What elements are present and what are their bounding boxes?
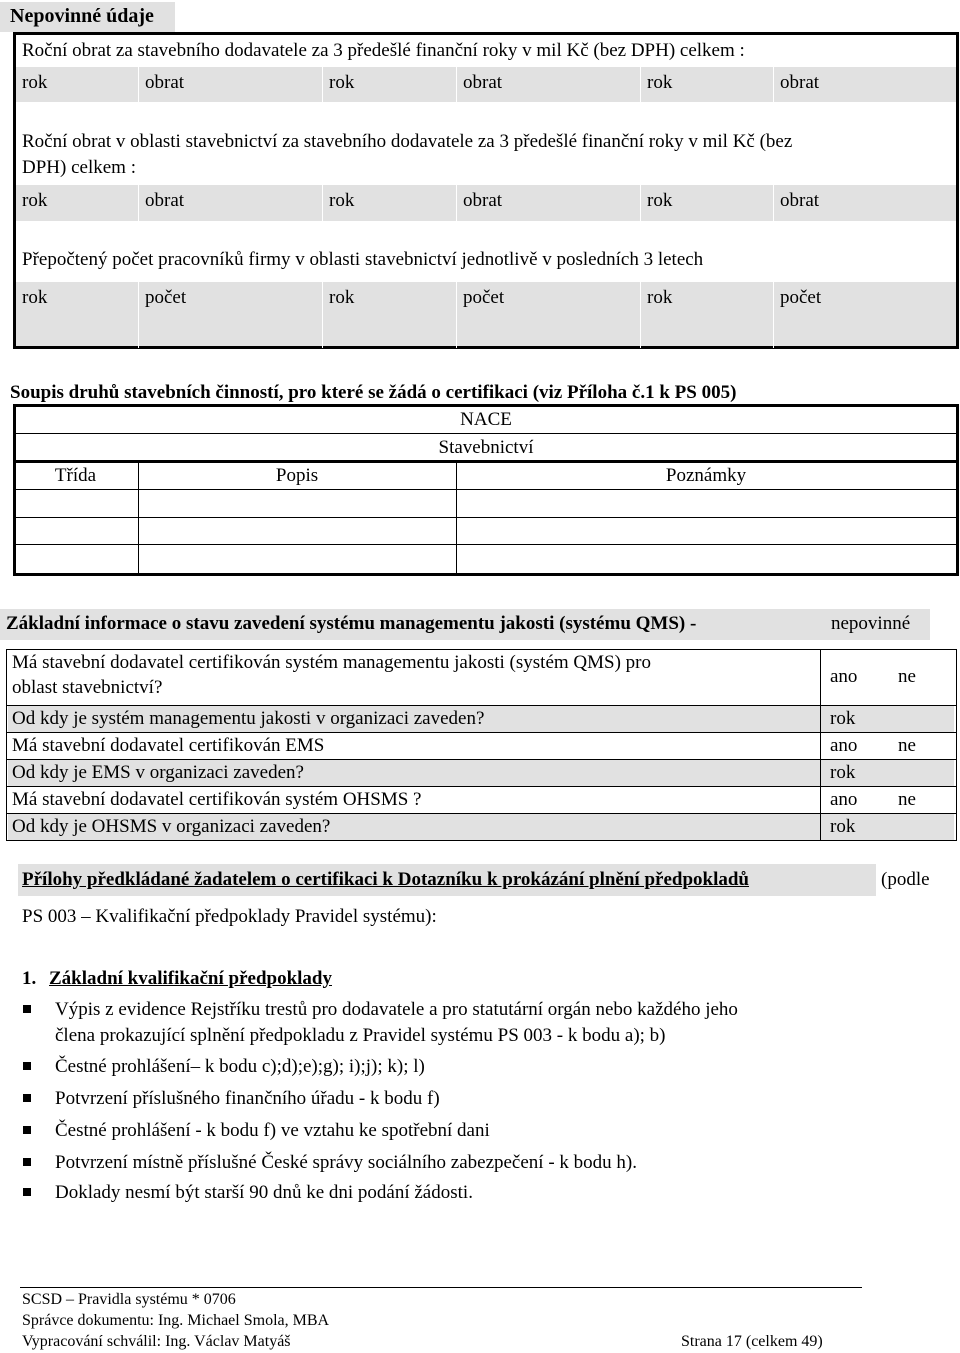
q5-no[interactable]: ne (898, 789, 916, 810)
list-item: Doklady nesmí být starší 90 dnů ke dni podání žádosti. (55, 1182, 473, 1203)
footer-line2: Správce dokumentu: Ing. Michael Smola, MBA (22, 1312, 330, 1329)
q1-label: Má stavební dodavatel certifikován systém managementu jakosti (systém QMS) pro (12, 652, 651, 673)
q1-yes[interactable]: ano (830, 666, 858, 687)
row1-cell: rok (329, 72, 355, 93)
q2-label: Od kdy je systém managementu jakosti v organizaci zaveden? (12, 708, 485, 729)
q5-label: Má stavební dodavatel certifikován systém OHSMS ? (12, 789, 422, 810)
divider (640, 185, 641, 221)
row2-cell: obrat (780, 190, 820, 211)
divider (322, 185, 323, 221)
list-item: Výpis z evidence Rejstříku trestů pro dodavatele a pro statutární orgán nebo každého jeho (55, 999, 738, 1020)
row3-cell: rok (22, 287, 48, 308)
row1-cell: obrat (780, 72, 820, 93)
table3-line (6, 813, 957, 814)
construction-turnover-label-2: DPH) celkem : (22, 157, 136, 178)
subheading: Základní kvalifikační předpoklady (49, 968, 332, 989)
header-top-line (13, 460, 959, 463)
list-item: Čestné prohlášení - k bodu f) ve vztahu ke spotřební dani (55, 1120, 490, 1141)
attachments-title-suffix: (podle (881, 869, 930, 890)
divider (456, 67, 457, 102)
q3-label: Má stavební dodavatel certifikován EMS (12, 735, 325, 756)
row1-cell: rok (647, 72, 673, 93)
divider (138, 282, 139, 348)
square-bullet-icon (23, 1188, 31, 1196)
row3-cell: počet (780, 287, 822, 308)
header-bottom-line (13, 489, 959, 490)
section2-title: Soupis druhů stavebních činností, pro které se žádá o certifikaci (viz Příloha č.1 k PS 005) (10, 382, 737, 403)
row-line (13, 517, 959, 518)
table2-top-border (13, 404, 959, 407)
list-item: Potvrzení místně příslušné České správy sociálního zabezpečení - k bodu h). (55, 1152, 637, 1173)
nace-label: NACE (460, 409, 512, 430)
header-popis: Popis (275, 465, 319, 486)
q6-value[interactable]: rok (830, 816, 856, 837)
footer-page-number: Strana 17 (celkem 49) (681, 1333, 823, 1350)
table1-top-border (13, 32, 959, 35)
row2-cell: rok (647, 190, 673, 211)
table3-bottom-border (6, 840, 957, 841)
square-bullet-icon (23, 1158, 31, 1166)
q5-yes[interactable]: ano (830, 789, 858, 810)
table3-line (6, 732, 957, 733)
q6-label: Od kdy je OHSMS v organizaci zaveden? (12, 816, 331, 837)
row3-cell: počet (463, 287, 505, 308)
square-bullet-icon (23, 1126, 31, 1134)
header-poznamky: Poznámky (665, 465, 747, 486)
divider (773, 67, 774, 102)
footer-line3: Vypracování schválil: Ing. Václav Matyáš (22, 1333, 291, 1350)
q1-label-2: oblast stavebnictví? (12, 677, 163, 698)
divider (773, 185, 774, 221)
divider (138, 185, 139, 221)
q1-no[interactable]: ne (898, 666, 916, 687)
nace-divider (13, 433, 959, 434)
header-trida: Třída (54, 465, 97, 486)
table3-line (6, 705, 957, 706)
table3-top-border (6, 649, 957, 650)
section3-title-suffix: nepovinné (831, 613, 911, 634)
row2-cell: rok (329, 190, 355, 211)
list-item-continuation: člena prokazující splnění předpokladu z Pravidel systému PS 003 - k bodu a); b) (55, 1025, 666, 1046)
row3-cell: počet (145, 287, 187, 308)
q4-label: Od kdy je EMS v organizaci zaveden? (12, 762, 304, 783)
row1-cell: rok (22, 72, 48, 93)
table3-col-divider (820, 649, 821, 841)
table1-right-border (956, 32, 959, 349)
row2-cell: obrat (463, 190, 503, 211)
q3-yes[interactable]: ano (830, 735, 858, 756)
row-line (13, 544, 959, 545)
attachments-title: Přílohy předkládané žadatelem o certifikaci k Dotazníku k prokázání plnění předpokladů (22, 869, 750, 890)
list-item: Potvrzení příslušného finančního úřadu - k bodu f) (55, 1088, 440, 1109)
row2-cell: rok (22, 190, 48, 211)
divider (456, 185, 457, 221)
attachments-line2: PS 003 – Kvalifikační předpoklady Pravidel systému): (22, 906, 437, 927)
q4-value[interactable]: rok (830, 762, 856, 783)
divider (640, 67, 641, 102)
footer-line1: SCSD – Pravidla systému * 0706 (22, 1291, 236, 1308)
row3-cell: rok (329, 287, 355, 308)
divider (773, 282, 774, 348)
footer-rule (20, 1287, 862, 1288)
construction-turnover-label: Roční obrat v oblasti stavebnictví za stavebního dodavatele za 3 předešlé finanční roky v mil Kč (bez (22, 131, 793, 152)
divider (138, 67, 139, 102)
row1-cell: obrat (463, 72, 503, 93)
row2-cell: obrat (145, 190, 185, 211)
divider (456, 282, 457, 348)
row3-cell: rok (647, 287, 673, 308)
divider (640, 282, 641, 348)
turnover-label: Roční obrat za stavebního dodavatele za 3 předešlé finanční roky v mil Kč (bez DPH) celkem : (22, 40, 745, 61)
divider (322, 67, 323, 102)
list-item: Čestné prohlášení– k bodu c);d);e);g); i);j); k); l) (55, 1056, 425, 1077)
section1-title: Nepovinné údaje (10, 5, 154, 27)
table1-left-border (13, 32, 16, 349)
q2-value[interactable]: rok (830, 708, 856, 729)
subheading-number: 1. (22, 968, 37, 989)
divider (322, 282, 323, 348)
workers-label: Přepočtený počet pracovníků firmy v oblasti stavebnictví jednotlivě v posledních 3 letech (22, 249, 704, 270)
table3-line (6, 786, 957, 787)
square-bullet-icon (23, 1005, 31, 1013)
table2-bottom-border (13, 573, 959, 576)
stavebnictvi-label: Stavebnictví (438, 437, 534, 458)
table3-line (6, 759, 957, 760)
section3-title: Základní informace o stavu zavedení systému managementu jakosti (systému QMS) - (6, 613, 697, 634)
q3-no[interactable]: ne (898, 735, 916, 756)
square-bullet-icon (23, 1062, 31, 1070)
table1-bottom-border (13, 346, 959, 349)
square-bullet-icon (23, 1094, 31, 1102)
row1-cell: obrat (145, 72, 185, 93)
